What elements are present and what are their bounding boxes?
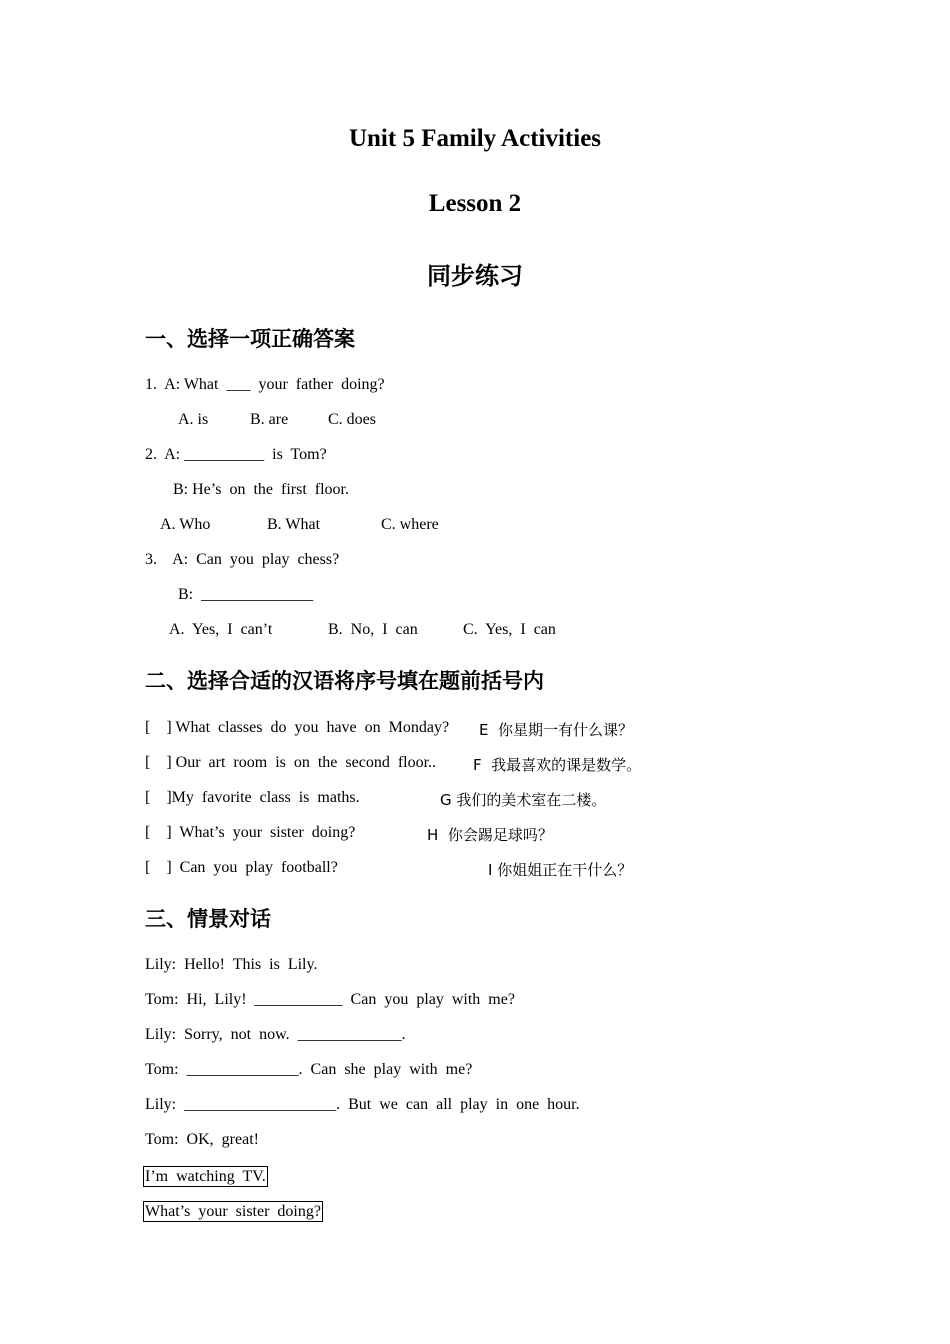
q1-option-a: A. is bbox=[178, 411, 209, 428]
dialogue-line-1: Lily: Hello! This is Lily. bbox=[145, 956, 318, 973]
q1-option-b: B. are bbox=[250, 411, 289, 428]
match-english-5: [ ] Can you play football? bbox=[145, 859, 338, 876]
q3-answer: B: ______________ bbox=[178, 586, 314, 603]
section2-heading: 二、选择合适的汉语将序号填在题前括号内 bbox=[145, 669, 544, 693]
q3-option-b: B. No, I can bbox=[328, 621, 418, 638]
q3-question: 3. A: Can you play chess? bbox=[145, 551, 340, 568]
section3-heading: 三、情景对话 bbox=[145, 907, 271, 931]
q2-answer: B: He’s on the first floor. bbox=[173, 481, 349, 498]
answer-box-2: What’s your sister doing? bbox=[145, 1203, 321, 1220]
answer-box-1: I’m watching TV. bbox=[145, 1168, 266, 1185]
section1-heading: 一、选择一项正确答案 bbox=[145, 327, 355, 351]
q1-option-c: C. does bbox=[328, 411, 376, 428]
q1-question: 1. A: What ___ your father doing? bbox=[145, 376, 385, 393]
document-title: Unit 5 Family Activities bbox=[348, 125, 602, 152]
match-chinese-1: E 你星期一有什么课？ bbox=[479, 721, 634, 739]
dialogue-line-6: Tom: OK, great! bbox=[145, 1131, 259, 1148]
q2-question: 2. A: __________ is Tom? bbox=[145, 446, 327, 463]
q3-option-a: A. Yes, I can’t bbox=[169, 621, 273, 638]
dialogue-line-2: Tom: Hi, Lily! ___________ Can you play with me? bbox=[145, 991, 515, 1008]
q3-option-c: C. Yes, I can bbox=[463, 621, 556, 638]
document-subtitle: 同步练习 bbox=[427, 262, 523, 290]
match-english-2: [ ] Our art room is on the second floor.. bbox=[145, 754, 437, 771]
q2-option-b: B. What bbox=[267, 516, 321, 533]
lesson-title: Lesson 2 bbox=[428, 190, 522, 217]
match-chinese-3: G 我们的美术室在二楼。 bbox=[440, 791, 607, 809]
match-chinese-2: F 我最喜欢的课是数学。 bbox=[473, 756, 642, 774]
q2-option-c: C. where bbox=[381, 516, 439, 533]
match-english-1: [ ] What classes do you have on Monday? bbox=[145, 719, 450, 736]
dialogue-line-4: Tom: ______________. Can she play with me? bbox=[145, 1061, 473, 1078]
match-english-4: [ ] What’s your sister doing? bbox=[145, 824, 356, 841]
dialogue-line-5: Lily: ___________________. But we can all play in one hour. bbox=[145, 1096, 580, 1113]
match-chinese-4: H 你会踢足球吗？ bbox=[427, 826, 553, 844]
match-chinese-5: I 你姐姐正在干什么？ bbox=[488, 861, 633, 879]
match-english-3: [ ]My favorite class is maths. bbox=[145, 789, 360, 806]
q2-option-a: A. Who bbox=[160, 516, 211, 533]
dialogue-line-3: Lily: Sorry, not now. _____________. bbox=[145, 1026, 406, 1043]
